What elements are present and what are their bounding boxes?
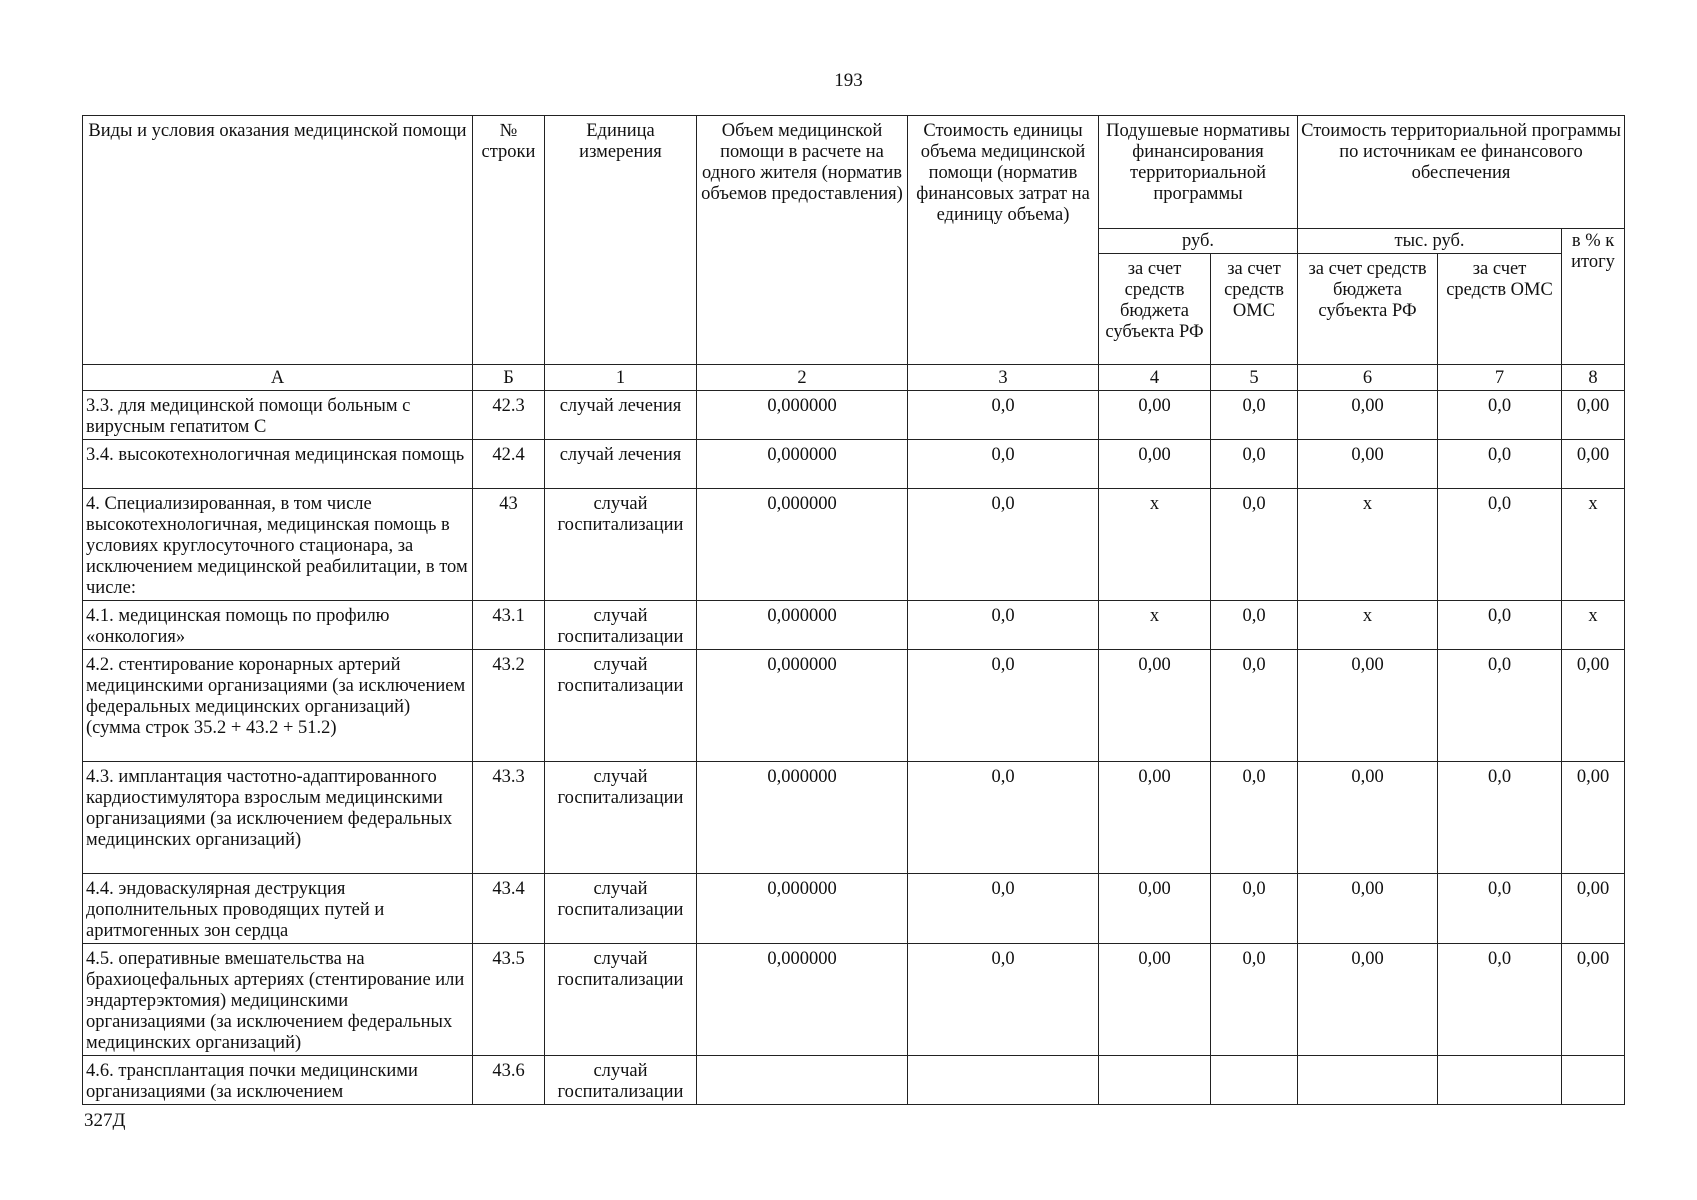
row-unit-cost: 0,0 xyxy=(908,601,1099,650)
row-per-capita-oms: 0,0 xyxy=(1211,489,1298,601)
row-cost-oms: 0,0 xyxy=(1438,440,1562,489)
row-per-capita-budget: 0,00 xyxy=(1099,391,1211,440)
row-cost-budget: 0,00 xyxy=(1298,650,1438,762)
row-percent: 0,00 xyxy=(1562,944,1625,1056)
row-cost-budget xyxy=(1298,1056,1438,1105)
row-unit: случай госпитализации xyxy=(545,1056,697,1105)
row-name: 4.3. имплантация частотно-адаптированного кардиостимулятора взрослым медицинскими организациями (за исключением федеральных медицинских организаций) xyxy=(83,762,473,874)
row-number: 43.6 xyxy=(473,1056,545,1105)
row-per-capita-oms: 0,0 xyxy=(1211,601,1298,650)
document-code: 327Д xyxy=(84,1110,126,1131)
financing-table xyxy=(82,115,1625,1105)
row-number: 43 xyxy=(473,489,545,601)
row-cost-budget: 0,00 xyxy=(1298,762,1438,874)
table-row xyxy=(83,440,1625,489)
row-unit: случай лечения xyxy=(545,391,697,440)
row-per-capita-budget: 0,00 xyxy=(1099,944,1211,1056)
row-percent: 0,00 xyxy=(1562,440,1625,489)
index-cell: 8 xyxy=(1562,365,1625,391)
index-cell: 6 xyxy=(1298,365,1438,391)
row-name: 3.3. для медицинской помощи больным с вирусным гепатитом С xyxy=(83,391,473,440)
row-cost-oms xyxy=(1438,1056,1562,1105)
table-row xyxy=(83,489,1625,601)
row-per-capita-budget: 0,00 xyxy=(1099,440,1211,489)
row-volume: 0,000000 xyxy=(697,762,908,874)
table-row xyxy=(83,650,1625,762)
table-row xyxy=(83,762,1625,874)
row-unit-cost: 0,0 xyxy=(908,391,1099,440)
header-col-6: за счет средств бюджета субъекта РФ xyxy=(1298,254,1438,365)
table-row xyxy=(83,944,1625,1056)
row-volume xyxy=(697,1056,908,1105)
table-row xyxy=(83,601,1625,650)
row-unit: случай госпитализации xyxy=(545,489,697,601)
header-thous-rub: тыс. руб. xyxy=(1298,229,1562,254)
row-unit-cost xyxy=(908,1056,1099,1105)
row-volume: 0,000000 xyxy=(697,489,908,601)
row-per-capita-oms xyxy=(1211,1056,1298,1105)
header-per-capita: Подушевые нормативы финансирования территориальной программы xyxy=(1099,116,1298,229)
row-percent: x xyxy=(1562,489,1625,601)
index-cell: 3 xyxy=(908,365,1099,391)
row-cost-oms: 0,0 xyxy=(1438,874,1562,944)
row-per-capita-oms: 0,0 xyxy=(1211,391,1298,440)
row-unit: случай лечения xyxy=(545,440,697,489)
header-pct-total: в % к итогу xyxy=(1562,229,1625,365)
row-cost-budget: x xyxy=(1298,601,1438,650)
header-col-4: за счет средств бюджета субъекта РФ xyxy=(1099,254,1211,365)
row-name: 4.2. стентирование коронарных артерий медицинскими организациями (за исключением федеральных медицинских организаций) (сумма строк 35.2 + 43.2 + 51.2) xyxy=(83,650,473,762)
row-unit-cost: 0,0 xyxy=(908,762,1099,874)
row-per-capita-budget: 0,00 xyxy=(1099,650,1211,762)
row-unit: случай госпитализации xyxy=(545,762,697,874)
index-cell: 2 xyxy=(697,365,908,391)
row-number: 42.3 xyxy=(473,391,545,440)
row-per-capita-budget: x xyxy=(1099,601,1211,650)
row-volume: 0,000000 xyxy=(697,601,908,650)
header-col-b: № строки xyxy=(473,116,545,365)
header-col-a: Виды и условия оказания медицинской помощи xyxy=(83,116,473,365)
row-percent: 0,00 xyxy=(1562,650,1625,762)
header-col-1: Единица измерения xyxy=(545,116,697,365)
table-row xyxy=(83,1056,1625,1105)
row-volume: 0,000000 xyxy=(697,391,908,440)
row-cost-budget: x xyxy=(1298,489,1438,601)
row-name: 4.4. эндоваскулярная деструкция дополнительных проводящих путей и аритмогенных зон сердца xyxy=(83,874,473,944)
row-percent: x xyxy=(1562,601,1625,650)
row-cost-oms: 0,0 xyxy=(1438,650,1562,762)
table-row xyxy=(83,391,1625,440)
row-cost-budget: 0,00 xyxy=(1298,440,1438,489)
row-cost-oms: 0,0 xyxy=(1438,391,1562,440)
row-percent xyxy=(1562,1056,1625,1105)
row-percent: 0,00 xyxy=(1562,762,1625,874)
row-per-capita-oms: 0,0 xyxy=(1211,762,1298,874)
row-cost-oms: 0,0 xyxy=(1438,601,1562,650)
row-number: 43.2 xyxy=(473,650,545,762)
row-number: 43.3 xyxy=(473,762,545,874)
column-index-row xyxy=(83,365,1625,391)
header-col-3: Стоимость единицы объема медицинской помощи (норматив финансовых затрат на единицу объема) xyxy=(908,116,1099,365)
row-per-capita-oms: 0,0 xyxy=(1211,650,1298,762)
row-name: 4.1. медицинская помощь по профилю «онкология» xyxy=(83,601,473,650)
row-cost-budget: 0,00 xyxy=(1298,944,1438,1056)
row-per-capita-budget: x xyxy=(1099,489,1211,601)
row-cost-oms: 0,0 xyxy=(1438,489,1562,601)
row-name: 4.5. оперативные вмешательства на брахиоцефальных артериях (стентирование или эндартерэктомия) медицинскими организациями (за исключением федеральных медицинских организаций) xyxy=(83,944,473,1056)
row-number: 43.1 xyxy=(473,601,545,650)
row-cost-oms: 0,0 xyxy=(1438,944,1562,1056)
header-row xyxy=(83,116,1625,229)
row-cost-budget: 0,00 xyxy=(1298,391,1438,440)
row-name: 3.4. высокотехнологичная медицинская помощь xyxy=(83,440,473,489)
row-per-capita-oms: 0,0 xyxy=(1211,440,1298,489)
row-volume: 0,000000 xyxy=(697,440,908,489)
row-per-capita-budget: 0,00 xyxy=(1099,874,1211,944)
row-unit-cost: 0,0 xyxy=(908,650,1099,762)
row-name: 4.6. трансплантация почки медицинскими организациями (за исключением xyxy=(83,1056,473,1105)
row-percent: 0,00 xyxy=(1562,391,1625,440)
row-unit-cost: 0,0 xyxy=(908,944,1099,1056)
data-rows xyxy=(83,391,1625,1105)
row-percent: 0,00 xyxy=(1562,874,1625,944)
table-row xyxy=(83,874,1625,944)
row-name: 4. Специализированная, в том числе высокотехнологичная, медицинская помощь в условиях круглосуточного стационара, за исключением медицинской реабилитации, в том числе: xyxy=(83,489,473,601)
row-unit: случай госпитализации xyxy=(545,944,697,1056)
header-program-cost: Стоимость территориальной программы по источникам ее финансового обеспечения xyxy=(1298,116,1625,229)
row-volume: 0,000000 xyxy=(697,874,908,944)
index-cell: А xyxy=(83,365,473,391)
row-volume: 0,000000 xyxy=(697,650,908,762)
row-number: 43.5 xyxy=(473,944,545,1056)
index-cell: 4 xyxy=(1099,365,1211,391)
header-col-5: за счет средств ОМС xyxy=(1211,254,1298,365)
row-cost-budget: 0,00 xyxy=(1298,874,1438,944)
row-unit-cost: 0,0 xyxy=(908,874,1099,944)
row-per-capita-oms: 0,0 xyxy=(1211,874,1298,944)
row-number: 42.4 xyxy=(473,440,545,489)
row-volume: 0,000000 xyxy=(697,944,908,1056)
row-per-capita-budget: 0,00 xyxy=(1099,762,1211,874)
index-cell: Б xyxy=(473,365,545,391)
header-rub: руб. xyxy=(1099,229,1298,254)
row-per-capita-budget xyxy=(1099,1056,1211,1105)
row-unit: случай госпитализации xyxy=(545,874,697,944)
index-cell: 1 xyxy=(545,365,697,391)
row-per-capita-oms: 0,0 xyxy=(1211,944,1298,1056)
row-number: 43.4 xyxy=(473,874,545,944)
index-cell: 5 xyxy=(1211,365,1298,391)
index-cell: 7 xyxy=(1438,365,1562,391)
page-number: 193 xyxy=(834,70,863,91)
row-cost-oms: 0,0 xyxy=(1438,762,1562,874)
row-unit-cost: 0,0 xyxy=(908,489,1099,601)
header-col-2: Объем медицинской помощи в расчете на одного жителя (норматив объемов предоставления) xyxy=(697,116,908,365)
header-col-7: за счет средств ОМС xyxy=(1438,254,1562,365)
row-unit: случай госпитализации xyxy=(545,601,697,650)
row-unit: случай госпитализации xyxy=(545,650,697,762)
row-unit-cost: 0,0 xyxy=(908,440,1099,489)
